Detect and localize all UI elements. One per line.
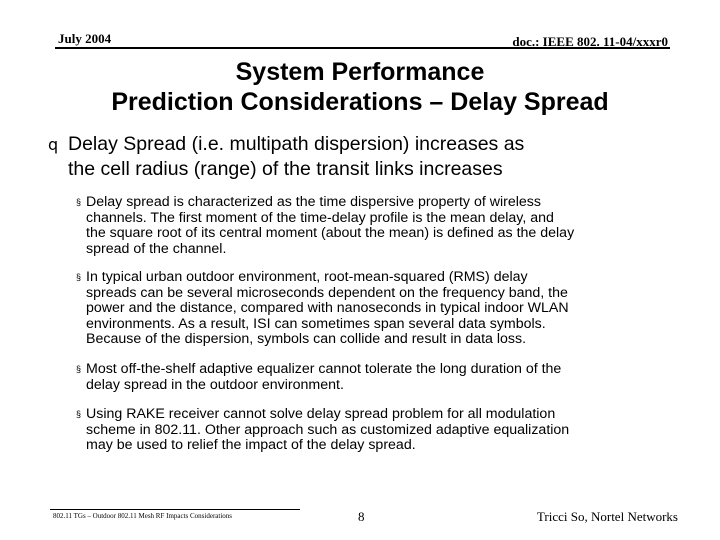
sub-bullet-line: spreads can be several microseconds dependent on the frequency band, the	[86, 284, 568, 301]
header-date: July 2004	[58, 31, 112, 46]
header-doc-id: doc.: IEEE 802. 11-04/xxxr0	[512, 34, 668, 49]
page-number: 8	[358, 509, 365, 524]
footer-rule	[50, 509, 300, 510]
sub-bullet-1	[76, 195, 686, 257]
slide-title	[0, 57, 720, 117]
title-line-2: Prediction Considerations – Delay Spread	[111, 88, 609, 116]
sub-bullet-2	[76, 270, 686, 348]
bullet-marker-icon: §	[76, 364, 82, 374]
header-rule	[55, 47, 670, 49]
sub-bullet-line: power and the distance, compared with nanoseconds in typical indoor WLAN	[86, 300, 569, 316]
bullet-marker-icon: §	[76, 272, 82, 282]
sub-bullet-line: In typical urban outdoor environment, root-mean-squared (RMS) delay	[86, 269, 528, 285]
main-bullet-line-1: Delay Spread (i.e. multipath dispersion) increases as	[68, 133, 525, 155]
bullet-marker-icon: §	[76, 197, 82, 207]
sub-bullet-line: delay spread in the outdoor environment.	[86, 376, 344, 393]
sub-bullet-3	[76, 362, 686, 393]
bullet-marker-icon: §	[76, 409, 82, 419]
sub-bullet-line: spread of the channel.	[86, 240, 227, 257]
square-bullet-icon: q	[48, 135, 59, 154]
sub-bullet-line: scheme in 802.11. Other approach such as customized adaptive equalization	[86, 421, 570, 438]
sub-bullet-line: Because of the dispersion, symbols can collide and result in data loss.	[86, 331, 527, 347]
sub-bullet-line: environments. As a result, ISI can sometimes span several data symbols.	[86, 315, 546, 332]
sub-bullet-line: may be used to relief the impact of the delay spread.	[86, 437, 416, 453]
sub-bullet-line: channels. The first moment of the time-delay profile is the mean delay, and	[86, 209, 554, 226]
sub-bullet-line: Most off-the-shelf adaptive equalizer cannot tolerate the long duration of the	[86, 361, 562, 377]
footer-author: Tricci So, Nortel Networks	[536, 509, 678, 524]
sub-bullet-4	[76, 407, 686, 454]
footer-presentation-title: 802.11 TGs – Outdoor 802.11 Mesh RF Impacts Considerations	[53, 512, 233, 520]
main-bullet	[48, 132, 688, 181]
sub-bullet-line: Using RAKE receiver cannot solve delay spread problem for all modulation	[86, 406, 556, 422]
sub-bullet-line: the square root of its central moment (about the mean) is defined as the delay	[86, 225, 575, 241]
main-bullet-line-2: the cell radius (range) of the transit links increases	[68, 158, 503, 180]
sub-bullet-line: Delay spread is characterized as the time dispersive property of wireless	[86, 194, 541, 210]
title-line-1: System Performance	[235, 58, 485, 86]
